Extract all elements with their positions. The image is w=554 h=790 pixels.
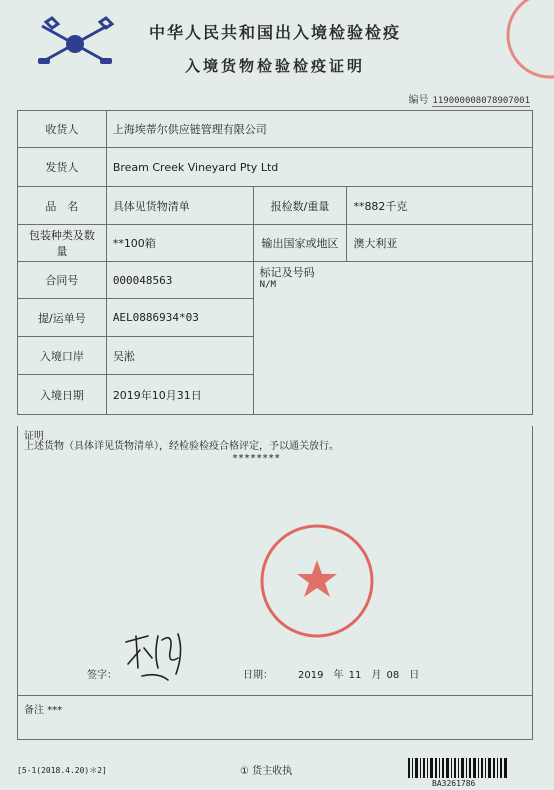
consignee-value: 上海埃蒂尔供应链管理有限公司 (106, 111, 532, 148)
entry-date-label: 入境日期 (18, 375, 107, 415)
origin-value: 澳大利亚 (347, 225, 533, 262)
certification-text: 上述货物（具体详见货物清单），经检验检疫合格评定，予以通关放行。 (24, 441, 339, 452)
certification-stars: ******** (232, 453, 281, 464)
customs-emblem-icon (32, 14, 122, 72)
table-row (18, 148, 533, 187)
date-label: 日期： (243, 670, 273, 681)
port-value: 吴淞 (106, 337, 253, 375)
notes-value: *** (47, 705, 63, 716)
bl-label: 提/运单号 (18, 299, 107, 337)
origin-label: 输出国家或地区 (253, 225, 347, 262)
contract-label: 合同号 (18, 262, 107, 299)
barcode-icon (408, 758, 508, 780)
certification-title: 证明 (24, 431, 44, 442)
cert-no-value: 119000008078907001 (432, 96, 530, 106)
document-subtitle: 入境货物检验检疫证明 (184, 57, 365, 75)
marks-cell (253, 262, 532, 415)
form-code: [5-1(2018.4.20)＊2] (17, 766, 107, 775)
consignor-value: Bream Creek Vineyard Pty Ltd (106, 148, 532, 187)
table-row (18, 225, 533, 262)
document-title: 中华人民共和国出入境检验检疫 (148, 23, 401, 42)
marks-value: N/M (259, 280, 276, 290)
marks-label: 标记及号码 (259, 266, 315, 279)
consignee-label: 收货人 (18, 111, 107, 148)
packing-label: 包装种类及数量 (18, 225, 107, 262)
copy-label: ① 货主收执 (240, 766, 293, 777)
table-row (18, 111, 533, 148)
table-row (18, 187, 533, 225)
quantity-value: **882千克 (347, 187, 533, 225)
quantity-label: 报检数/重量 (253, 187, 347, 225)
table-row (18, 262, 533, 299)
signature-label: 签字： (87, 670, 117, 681)
consignor-label: 发货人 (18, 148, 107, 187)
inspection-seal-stamp (258, 522, 376, 640)
goods-label: 品 名 (18, 187, 107, 225)
contract-value: 000048563 (106, 262, 253, 299)
entry-date-value: 2019年10月31日 (106, 375, 253, 415)
cert-no-label: 编号 (408, 95, 429, 106)
goods-value: 具体见货物清单 (106, 187, 253, 225)
notes-section (17, 696, 533, 740)
goods-info-table (17, 110, 533, 415)
certificate-number (408, 91, 530, 106)
barcode-number: BA3261786 (432, 779, 476, 788)
packing-value: **100箱 (106, 225, 253, 262)
date-value: 2019 年 11 月 08 日 (298, 670, 420, 681)
handwritten-signature (118, 606, 198, 686)
port-label: 入境口岸 (18, 337, 107, 375)
notes-label: 备注 *** (24, 705, 63, 716)
top-seal-stamp (500, 0, 554, 90)
bl-value: AEL0886934*03 (106, 299, 253, 337)
